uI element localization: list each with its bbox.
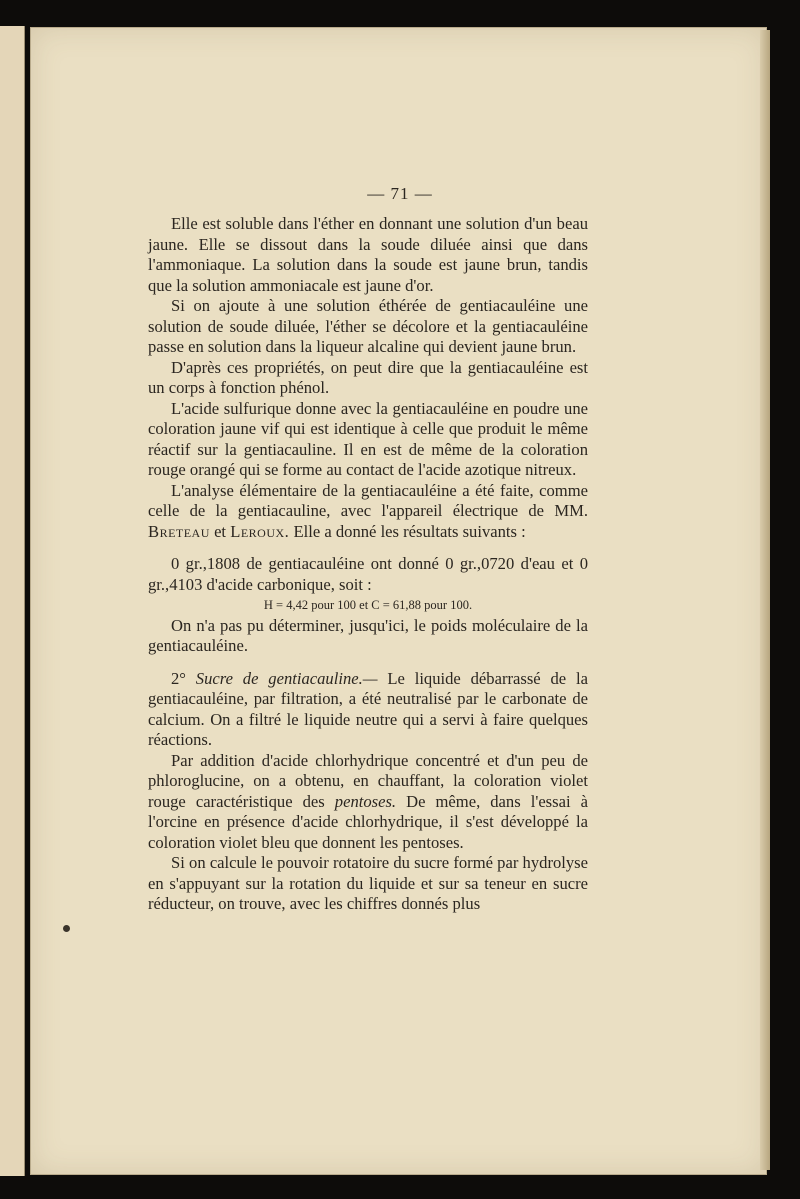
author-name-breteau: Breteau xyxy=(148,521,210,541)
paragraph-phenol-function: D'après ces propriétés, on peut dire que la gentiacauléine est un corps à fonction phénol. xyxy=(148,357,588,397)
paragraph-solubility: Elle est soluble dans l'éther en donnant une solution d'un beau jaune. Elle se dissout dans la soude diluée ainsi que dans l'ammoniaque. La solution dans la soude est jaune brun, tandis que la solution ammoniacale est jaune d'or. xyxy=(148,214,588,295)
page-number: — 71 — xyxy=(367,184,433,203)
paragraph-analysis-results: 0 gr.,1808 de gentiacauléine ont donné 0 gr.,0720 d'eau et 0 gr.,4103 d'acide carbonique, soit : xyxy=(148,554,588,594)
paragraph-sulfuric-acid: L'acide sulfurique donne avec la gentiacauléine en poudre une coloration jaune vif qui est identique à celle que produit le même réactif sur la gentiacauline. Il en est de même de la coloration rouge orangé qui se forme au contact de l'acide azotique nitreux. xyxy=(148,398,588,479)
phloroglucine-text-a: Par addition d'acide chlorhydrique concentré et d'un peu de phloroglucine, on a obtenu, en chauffant, la coloration violet rouge caractéristique des xyxy=(148,750,588,811)
phloroglucine-text-b: De même, dans l'essai à l'orcine en présence d'acide chlorhydrique, il s'est développé la coloration violet bleu que donnent les pentoses. xyxy=(148,791,588,852)
formula-result: H = 4,42 pour 100 et C = 61,88 pour 100. xyxy=(263,598,473,612)
author-name-leroux: Leroux. xyxy=(230,521,290,541)
section-body: Le liquide débarrassé de la gentiacauléine, par filtration, a été neutralisé par le carbonate de calcium. On a filtré le liquide neutre qui a servi à faire quelques réactions. xyxy=(148,668,588,749)
analysis-text-b: Elle a donné les résultats suivants : xyxy=(293,521,526,541)
analysis-text-a: L'analyse élémentaire de la gentiacauléine a été faite, comme celle de la gentiacauline, avec l'appareil électrique de MM. xyxy=(148,480,588,520)
pentoses-term: pentoses. xyxy=(334,791,397,811)
section-title: Sucre de gentiacauline.— xyxy=(195,668,378,688)
paragraph-ether-solution: Si on ajoute à une solution éthérée de gentiacauléine une solution de soude diluée, l'éther se décolore et la gentiacauléine passe en solution dans la liqueur alcaline qui devient jaune brun. xyxy=(148,296,588,356)
page-text xyxy=(148,214,588,915)
paragraph-sugar-section xyxy=(148,669,588,751)
margin-mark xyxy=(63,925,70,932)
analysis-and: et xyxy=(214,521,227,541)
paragraph-molecular-weight: On n'a pas pu déterminer, jusqu'ici, le poids moléculaire de la gentiacauléine. xyxy=(148,615,588,655)
section-number: 2° xyxy=(171,668,186,688)
paragraph-elementary-analysis xyxy=(148,481,588,543)
paragraph-phloroglucine xyxy=(148,751,588,854)
paragraph-rotatory-power: Si on calcule le pouvoir rotatoire du sucre formé par hydrolyse en s'appuyant sur la rotation du liquide et sur sa teneur en sucre réducteur, on trouve, avec les chiffres donnés plus xyxy=(148,853,588,913)
